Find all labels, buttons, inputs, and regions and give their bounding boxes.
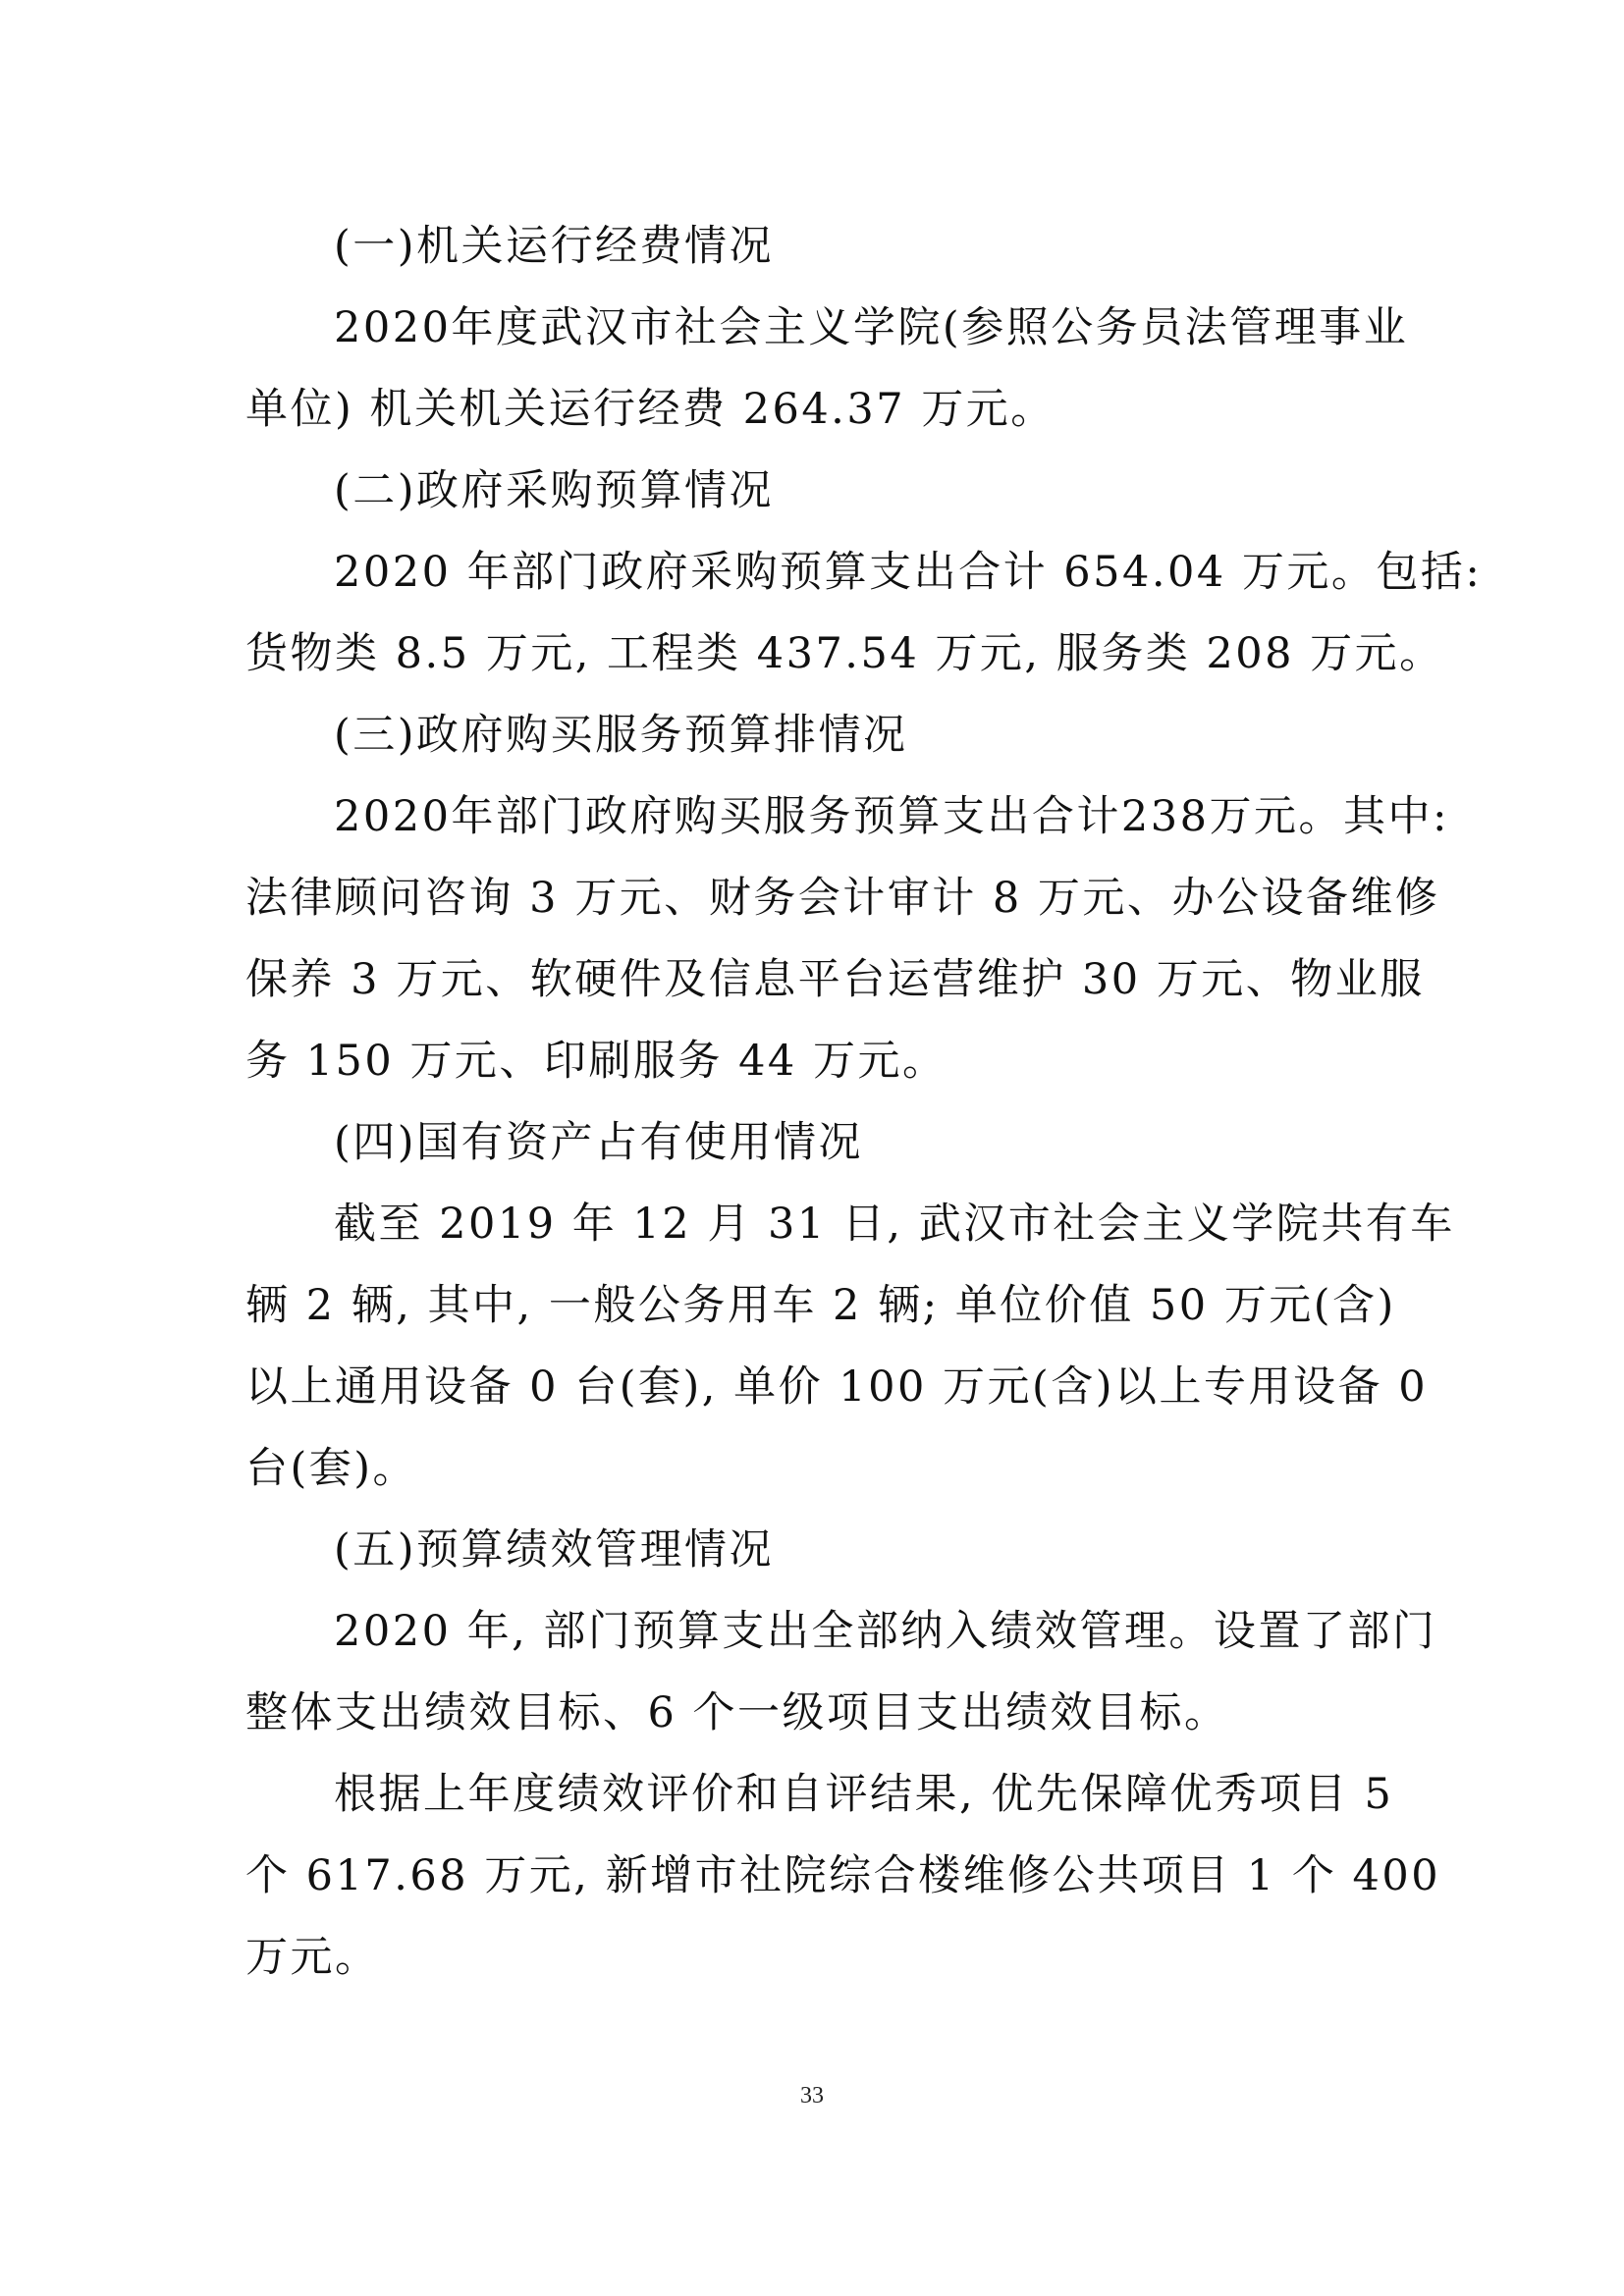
document-body — [245, 206, 1483, 1999]
paragraph-line: 辆 2 辆, 其中, 一般公务用车 2 辆; 单位价值 50 万元(含) — [245, 1281, 1396, 1330]
section-heading-5: (五)预算绩效管理情况 — [334, 1525, 775, 1575]
section-heading-3: (三)政府购买服务预算排情况 — [334, 711, 908, 760]
paragraph-line: 务 150 万元、印刷服务 44 万元。 — [245, 1037, 947, 1086]
section-heading-1: (一)机关运行经费情况 — [334, 222, 775, 271]
paragraph-line: 截至 2019 年 12 月 31 日, 武汉市社会主义学院共有车 — [334, 1200, 1455, 1249]
paragraph-line: 整体支出绩效目标、6 个一级项目支出绩效目标。 — [245, 1688, 1229, 1737]
paragraph-line: 2020年度武汉市社会主义学院(参照公务员法管理事业 — [334, 303, 1409, 352]
section-heading-4: (四)国有资产占有使用情况 — [334, 1118, 864, 1167]
paragraph-line: 保养 3 万元、软硬件及信息平台运营维护 30 万元、物业服 — [245, 955, 1425, 1004]
paragraph-line: 法律顾问咨询 3 万元、财务会计审计 8 万元、办公设备维修 — [245, 874, 1440, 923]
section-heading-2: (二)政府采购预算情况 — [334, 466, 775, 515]
paragraph-line: 以上通用设备 0 台(套), 单价 100 万元(含)以上专用设备 0 — [245, 1362, 1429, 1412]
paragraph-line: 货物类 8.5 万元, 工程类 437.54 万元, 服务类 208 万元。 — [245, 629, 1444, 678]
paragraph-line: 台(套)。 — [245, 1444, 418, 1493]
paragraph-line: 个 617.68 万元, 新增市社院综合楼维修公共项目 1 个 400 — [245, 1851, 1441, 1900]
paragraph-line: 单位) 机关机关运行经费 264.37 万元。 — [245, 385, 1056, 434]
paragraph-line: 万元。 — [245, 1933, 380, 1982]
paragraph-line: 2020 年, 部门预算支出全部纳入绩效管理。设置了部门 — [334, 1607, 1437, 1656]
page-number: 33 — [800, 2083, 824, 2109]
paragraph-line: 2020年部门政府购买服务预算支出合计238万元。其中: — [334, 792, 1449, 841]
paragraph-line: 2020 年部门政府采购预算支出合计 654.04 万元。包括: — [334, 548, 1483, 597]
paragraph-line: 根据上年度绩效评价和自评结果, 优先保障优秀项目 5 — [334, 1770, 1394, 1819]
